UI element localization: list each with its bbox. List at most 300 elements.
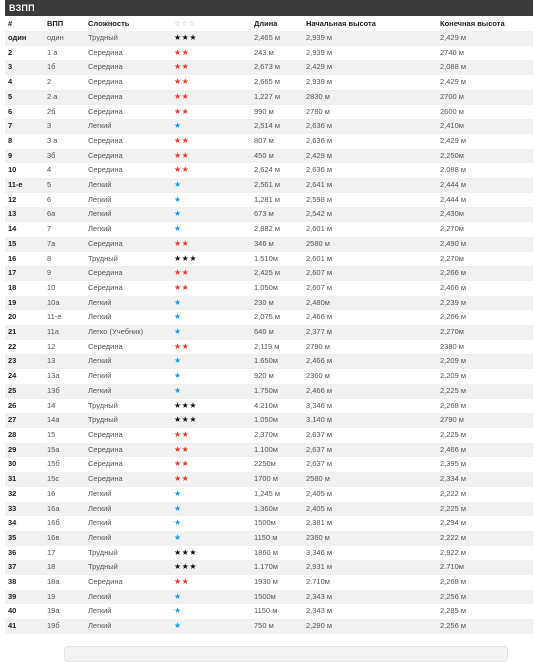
- cell-length: 2,465 м: [251, 31, 303, 46]
- cell-runway: 10: [44, 281, 85, 296]
- cell-start-altitude: 2,466 м: [303, 310, 437, 325]
- table-row: [5, 472, 533, 487]
- cell-end-altitude: 2,222 м: [437, 487, 533, 502]
- cell-difficulty: Легкий: [85, 354, 171, 369]
- cell-stars-icon: ★: [171, 502, 251, 517]
- cell-end-altitude: 2,209 м: [437, 369, 533, 384]
- cell-start-altitude: 2,480м: [303, 296, 437, 311]
- table-row: [5, 590, 533, 605]
- cell-difficulty: Середина: [85, 149, 171, 164]
- cell-num: 23: [5, 354, 44, 369]
- table-row: [5, 266, 533, 281]
- cell-length: 1500м: [251, 516, 303, 531]
- cell-num: 14: [5, 222, 44, 237]
- cell-num: 28: [5, 428, 44, 443]
- cell-runway: 13а: [44, 369, 85, 384]
- table-row: [5, 354, 533, 369]
- cell-stars-icon: ★★: [171, 75, 251, 90]
- cell-end-altitude: 2,430м: [437, 207, 533, 222]
- cell-stars-icon: ★★: [171, 134, 251, 149]
- cell-end-altitude: 2,225 м: [437, 502, 533, 517]
- cell-difficulty: Трудный: [85, 413, 171, 428]
- cell-num: 41: [5, 619, 44, 634]
- cell-start-altitude: 2,290 м: [303, 619, 437, 634]
- cell-difficulty: Трудный: [85, 560, 171, 575]
- cell-runway: 12: [44, 340, 85, 355]
- cell-difficulty: Легкий: [85, 487, 171, 502]
- cell-num: 9: [5, 149, 44, 164]
- cell-runway: 19а: [44, 604, 85, 619]
- cell-num: 6: [5, 105, 44, 120]
- cell-runway: 15б: [44, 457, 85, 472]
- cell-runway: 16в: [44, 531, 85, 546]
- table-row: [5, 222, 533, 237]
- cell-end-altitude: 2,395 м: [437, 457, 533, 472]
- cell-difficulty: Середина: [85, 105, 171, 120]
- cell-num: 4: [5, 75, 44, 90]
- cell-length: 2,514 м: [251, 119, 303, 134]
- cell-difficulty: Легкий: [85, 384, 171, 399]
- cell-end-altitude: 2,444 м: [437, 193, 533, 208]
- cell-runway: 16б: [44, 516, 85, 531]
- runs-panel: [5, 0, 533, 634]
- cell-runway: 7: [44, 222, 85, 237]
- cell-num: 16: [5, 252, 44, 267]
- cell-start-altitude: 2,542 м: [303, 207, 437, 222]
- cell-runway: 15: [44, 428, 85, 443]
- cell-end-altitude: 2,429 м: [437, 31, 533, 46]
- cell-runway: 15а: [44, 443, 85, 458]
- cell-start-altitude: 2,466 м: [303, 354, 437, 369]
- cell-difficulty: Середина: [85, 134, 171, 149]
- cell-start-altitude: 2,637 м: [303, 457, 437, 472]
- cell-end-altitude: 2,268 м: [437, 575, 533, 590]
- cell-runway: 14а: [44, 413, 85, 428]
- table-row: [5, 457, 533, 472]
- cell-length: 1860 м: [251, 546, 303, 561]
- cell-difficulty: Легкий: [85, 310, 171, 325]
- table-row: [5, 90, 533, 105]
- cell-length: 1150 м: [251, 531, 303, 546]
- cell-runway: 1б: [44, 60, 85, 75]
- cell-start-altitude: 3.140 м: [303, 413, 437, 428]
- cell-difficulty: Легкий: [85, 296, 171, 311]
- cell-start-altitude: 2,405 м: [303, 502, 437, 517]
- cell-stars-icon: ★★: [171, 457, 251, 472]
- table-row: [5, 296, 533, 311]
- table-row: [5, 325, 533, 340]
- cell-length: 2250м: [251, 457, 303, 472]
- column-header-runway: ВПП: [44, 16, 85, 31]
- table-header: [5, 16, 533, 31]
- cell-difficulty: Середина: [85, 443, 171, 458]
- cell-end-altitude: 2,266 м: [437, 266, 533, 281]
- cell-length: 1.050м: [251, 413, 303, 428]
- cell-start-altitude: 2,939 м: [303, 75, 437, 90]
- cell-num: 7: [5, 119, 44, 134]
- cell-runway: один: [44, 31, 85, 46]
- cell-num: 40: [5, 604, 44, 619]
- cell-length: 920 м: [251, 369, 303, 384]
- cell-runway: 13: [44, 354, 85, 369]
- table-row: [5, 149, 533, 164]
- cell-num: 15: [5, 237, 44, 252]
- cell-start-altitude: 2,637 м: [303, 443, 437, 458]
- cell-start-altitude: 2,636 м: [303, 163, 437, 178]
- cell-num: 34: [5, 516, 44, 531]
- cell-end-altitude: 2790 м: [437, 413, 533, 428]
- cell-runway: 8: [44, 252, 85, 267]
- header-row: [5, 16, 533, 31]
- cell-length: 1500м: [251, 590, 303, 605]
- cell-stars-icon: ★: [171, 487, 251, 502]
- cell-difficulty: Середина: [85, 237, 171, 252]
- cell-num: 19: [5, 296, 44, 311]
- cell-end-altitude: 2,268 м: [437, 399, 533, 414]
- cell-num: 18: [5, 281, 44, 296]
- cell-stars-icon: ★: [171, 590, 251, 605]
- cell-length: 807 м: [251, 134, 303, 149]
- cell-end-altitude: 2,285 м: [437, 604, 533, 619]
- cell-length: 1930 м: [251, 575, 303, 590]
- cell-start-altitude: 2,601 м: [303, 222, 437, 237]
- table-row: [5, 178, 533, 193]
- cell-stars-icon: ★: [171, 369, 251, 384]
- column-header-num: #: [5, 16, 44, 31]
- cell-end-altitude: 2,429 м: [437, 134, 533, 149]
- cell-length: 1.750м: [251, 384, 303, 399]
- cell-length: 1,281 м: [251, 193, 303, 208]
- table-row: [5, 531, 533, 546]
- cell-end-altitude: 2,256 м: [437, 619, 533, 634]
- cell-end-altitude: 2,270м: [437, 325, 533, 340]
- cell-length: 2.370м: [251, 428, 303, 443]
- cell-end-altitude: 2,429 м: [437, 75, 533, 90]
- cell-length: 2,882 м: [251, 222, 303, 237]
- cell-num: 33: [5, 502, 44, 517]
- table-row: [5, 560, 533, 575]
- cell-stars-icon: ★: [171, 222, 251, 237]
- cell-start-altitude: 2,636 м: [303, 119, 437, 134]
- cell-num: 31: [5, 472, 44, 487]
- table-row: [5, 252, 533, 267]
- cell-num: 2: [5, 46, 44, 61]
- table-row: [5, 502, 533, 517]
- cell-num: 35: [5, 531, 44, 546]
- cell-length: 1150 м: [251, 604, 303, 619]
- cell-difficulty: Трудный: [85, 252, 171, 267]
- cell-runway: 6а: [44, 207, 85, 222]
- cell-start-altitude: 2,939 м: [303, 46, 437, 61]
- cell-stars-icon: ★★: [171, 472, 251, 487]
- cell-num: 30: [5, 457, 44, 472]
- cell-stars-icon: ★★: [171, 90, 251, 105]
- table-row: [5, 413, 533, 428]
- cell-stars-icon: ★: [171, 619, 251, 634]
- cell-difficulty: Трудный: [85, 399, 171, 414]
- cell-length: 230 м: [251, 296, 303, 311]
- cell-difficulty: Середина: [85, 281, 171, 296]
- cell-stars-icon: ★★: [171, 428, 251, 443]
- cell-end-altitude: 2,088 м: [437, 163, 533, 178]
- cell-stars-icon: ★: [171, 193, 251, 208]
- cell-difficulty: Легкий: [85, 178, 171, 193]
- cell-num: 29: [5, 443, 44, 458]
- table-row: [5, 399, 533, 414]
- cell-length: 1,245 м: [251, 487, 303, 502]
- cell-length: 2,624 м: [251, 163, 303, 178]
- cell-runway: 19б: [44, 619, 85, 634]
- cell-end-altitude: 2,444 м: [437, 178, 533, 193]
- table-row: [5, 369, 533, 384]
- cell-start-altitude: 2,429 м: [303, 60, 437, 75]
- cell-stars-icon: ★★: [171, 46, 251, 61]
- cell-length: 2,665 м: [251, 75, 303, 90]
- cell-stars-icon: ★: [171, 119, 251, 134]
- cell-num: 37: [5, 560, 44, 575]
- table-body: [5, 31, 533, 634]
- table-row: [5, 193, 533, 208]
- cell-runway: 3: [44, 119, 85, 134]
- cell-runway: 5: [44, 178, 85, 193]
- cell-start-altitude: 2830 м: [303, 90, 437, 105]
- cell-stars-icon: ★★: [171, 163, 251, 178]
- cell-difficulty: Середина: [85, 457, 171, 472]
- cell-stars-icon: ★: [171, 516, 251, 531]
- table-row: [5, 60, 533, 75]
- cell-stars-icon: ★★: [171, 60, 251, 75]
- table-row: [5, 31, 533, 46]
- table-row: [5, 619, 533, 634]
- cell-start-altitude: 2790 м: [303, 340, 437, 355]
- cell-end-altitude: 2,270м: [437, 252, 533, 267]
- cell-num: один: [5, 31, 44, 46]
- cell-difficulty: Середина: [85, 90, 171, 105]
- table-row: [5, 546, 533, 561]
- cell-difficulty: Трудный: [85, 31, 171, 46]
- table-row: [5, 516, 533, 531]
- cell-stars-icon: ★★: [171, 105, 251, 120]
- cell-length: 1.050м: [251, 281, 303, 296]
- cell-length: 2,075 м: [251, 310, 303, 325]
- cell-difficulty: Легкий: [85, 369, 171, 384]
- cell-start-altitude: 2,343 м: [303, 604, 437, 619]
- cell-end-altitude: 2,088 м: [437, 60, 533, 75]
- cell-end-altitude: 2600 м: [437, 105, 533, 120]
- cell-start-altitude: 3,346 м: [303, 399, 437, 414]
- cell-stars-icon: ★★: [171, 443, 251, 458]
- cell-start-altitude: 2,637 м: [303, 428, 437, 443]
- cell-difficulty: Середина: [85, 472, 171, 487]
- cell-runway: 9: [44, 266, 85, 281]
- cell-num: 17: [5, 266, 44, 281]
- table-row: [5, 119, 533, 134]
- cell-difficulty: Легкий: [85, 619, 171, 634]
- column-header-difficulty: Сложность: [85, 16, 171, 31]
- cell-start-altitude: 2,381 м: [303, 516, 437, 531]
- table-row: [5, 163, 533, 178]
- cell-length: 2,561 м: [251, 178, 303, 193]
- cell-runway: 18а: [44, 575, 85, 590]
- cell-runway: 2б: [44, 105, 85, 120]
- cell-stars-icon: ★★: [171, 237, 251, 252]
- cell-length: 2,425 м: [251, 266, 303, 281]
- cell-start-altitude: 2580 м: [303, 237, 437, 252]
- column-header-stars-icon: ☆☆☆: [171, 16, 251, 31]
- cell-end-altitude: 2,256 м: [437, 590, 533, 605]
- cell-length: 1.360м: [251, 502, 303, 517]
- cell-length: 2,673 м: [251, 60, 303, 75]
- cell-end-altitude: 2,239 м: [437, 296, 533, 311]
- cell-difficulty: Легкий: [85, 531, 171, 546]
- cell-start-altitude: 2,607 м: [303, 266, 437, 281]
- cell-end-altitude: 2.710м: [437, 560, 533, 575]
- cell-num: 12: [5, 193, 44, 208]
- cell-runway: 6: [44, 193, 85, 208]
- cell-stars-icon: ★: [171, 384, 251, 399]
- cell-length: 1.100м: [251, 443, 303, 458]
- cell-stars-icon: ★★: [171, 266, 251, 281]
- cell-start-altitude: 2,598 м: [303, 193, 437, 208]
- cell-end-altitude: 2,490 м: [437, 237, 533, 252]
- cell-runway: 10а: [44, 296, 85, 311]
- table-row: [5, 46, 533, 61]
- table-row: [5, 75, 533, 90]
- cell-num: 21: [5, 325, 44, 340]
- cell-end-altitude: 2,410м: [437, 119, 533, 134]
- column-header-end-altitude: Конечная высота: [437, 16, 533, 31]
- cell-stars-icon: ★: [171, 354, 251, 369]
- cell-stars-icon: ★★★: [171, 399, 251, 414]
- table-row: [5, 443, 533, 458]
- cell-length: 990 м: [251, 105, 303, 120]
- cell-stars-icon: ★: [171, 604, 251, 619]
- cell-start-altitude: 2580 м: [303, 472, 437, 487]
- table-row: [5, 207, 533, 222]
- cell-difficulty: Середина: [85, 46, 171, 61]
- cell-runway: 19: [44, 590, 85, 605]
- cell-length: 673 м: [251, 207, 303, 222]
- cell-end-altitude: 2,266 м: [437, 310, 533, 325]
- table-row: [5, 237, 533, 252]
- table-row: [5, 604, 533, 619]
- cell-stars-icon: ★★: [171, 149, 251, 164]
- cell-length: 1700 м: [251, 472, 303, 487]
- cell-num: 8: [5, 134, 44, 149]
- cell-num: 3: [5, 60, 44, 75]
- cell-difficulty: Легкий: [85, 502, 171, 517]
- cell-num: 26: [5, 399, 44, 414]
- cell-difficulty: Трудный: [85, 546, 171, 561]
- table-row: [5, 575, 533, 590]
- cell-runway: 17: [44, 546, 85, 561]
- cell-length: 243 м: [251, 46, 303, 61]
- column-header-length: Длина: [251, 16, 303, 31]
- cell-end-altitude: 2,209 м: [437, 354, 533, 369]
- cell-difficulty: Середина: [85, 340, 171, 355]
- cell-stars-icon: ★: [171, 296, 251, 311]
- cell-stars-icon: ★: [171, 310, 251, 325]
- cell-start-altitude: 2,601 м: [303, 252, 437, 267]
- cell-end-altitude: 2,225 м: [437, 428, 533, 443]
- cell-stars-icon: ★: [171, 178, 251, 193]
- cell-difficulty: Легкий: [85, 193, 171, 208]
- cell-length: 640 м: [251, 325, 303, 340]
- cell-num: 22: [5, 340, 44, 355]
- cell-start-altitude: 2,466 м: [303, 384, 437, 399]
- cell-stars-icon: ★★★: [171, 252, 251, 267]
- table-row: [5, 281, 533, 296]
- cell-difficulty: Середина: [85, 163, 171, 178]
- cell-start-altitude: 2,607 м: [303, 281, 437, 296]
- cell-start-altitude: 2360 м: [303, 531, 437, 546]
- cell-difficulty: Легкий: [85, 516, 171, 531]
- cell-end-altitude: 2,225 м: [437, 384, 533, 399]
- cell-length: 1,227 м: [251, 90, 303, 105]
- table-row: [5, 340, 533, 355]
- cell-num: 39: [5, 590, 44, 605]
- cell-num: 27: [5, 413, 44, 428]
- cell-end-altitude: 2,294 м: [437, 516, 533, 531]
- cell-stars-icon: ★★★: [171, 560, 251, 575]
- cell-runway: 15с: [44, 472, 85, 487]
- cell-runway: 2 а: [44, 90, 85, 105]
- cell-runway: 14: [44, 399, 85, 414]
- cell-length: 4.210м: [251, 399, 303, 414]
- cell-stars-icon: ★★★: [171, 546, 251, 561]
- cell-num: 24: [5, 369, 44, 384]
- column-header-start-altitude: Начальная высота: [303, 16, 437, 31]
- table-row: [5, 487, 533, 502]
- cell-start-altitude: 2,377 м: [303, 325, 437, 340]
- cell-difficulty: Легкий: [85, 604, 171, 619]
- cell-stars-icon: ★★: [171, 575, 251, 590]
- cell-difficulty: Середина: [85, 575, 171, 590]
- cell-num: 10: [5, 163, 44, 178]
- cell-difficulty: Середина: [85, 60, 171, 75]
- cell-num: 36: [5, 546, 44, 561]
- cell-runway: 13б: [44, 384, 85, 399]
- table-row: [5, 105, 533, 120]
- cell-stars-icon: ★: [171, 531, 251, 546]
- cell-stars-icon: ★★★: [171, 413, 251, 428]
- cell-num: 11-е: [5, 178, 44, 193]
- cell-num: 25: [5, 384, 44, 399]
- cell-num: 38: [5, 575, 44, 590]
- cell-start-altitude: 2,429 м: [303, 149, 437, 164]
- cell-runway: 3б: [44, 149, 85, 164]
- cell-start-altitude: 2,939 м: [303, 31, 437, 46]
- cell-stars-icon: ★★: [171, 281, 251, 296]
- cell-end-altitude: 2,222 м: [437, 531, 533, 546]
- cell-runway: 3 а: [44, 134, 85, 149]
- cell-difficulty: Середина: [85, 75, 171, 90]
- table-row: [5, 134, 533, 149]
- table-row: [5, 310, 533, 325]
- cell-runway: 16: [44, 487, 85, 502]
- cell-start-altitude: 3,346 м: [303, 546, 437, 561]
- cell-runway: 11а: [44, 325, 85, 340]
- cell-length: 346 м: [251, 237, 303, 252]
- table-row: [5, 428, 533, 443]
- cell-end-altitude: 2700 м: [437, 90, 533, 105]
- cell-runway: 16а: [44, 502, 85, 517]
- cell-runway: 2: [44, 75, 85, 90]
- cell-length: 1.170м: [251, 560, 303, 575]
- cell-length: 1.510м: [251, 252, 303, 267]
- cell-difficulty: Легкий: [85, 222, 171, 237]
- cell-length: 2,119 м: [251, 340, 303, 355]
